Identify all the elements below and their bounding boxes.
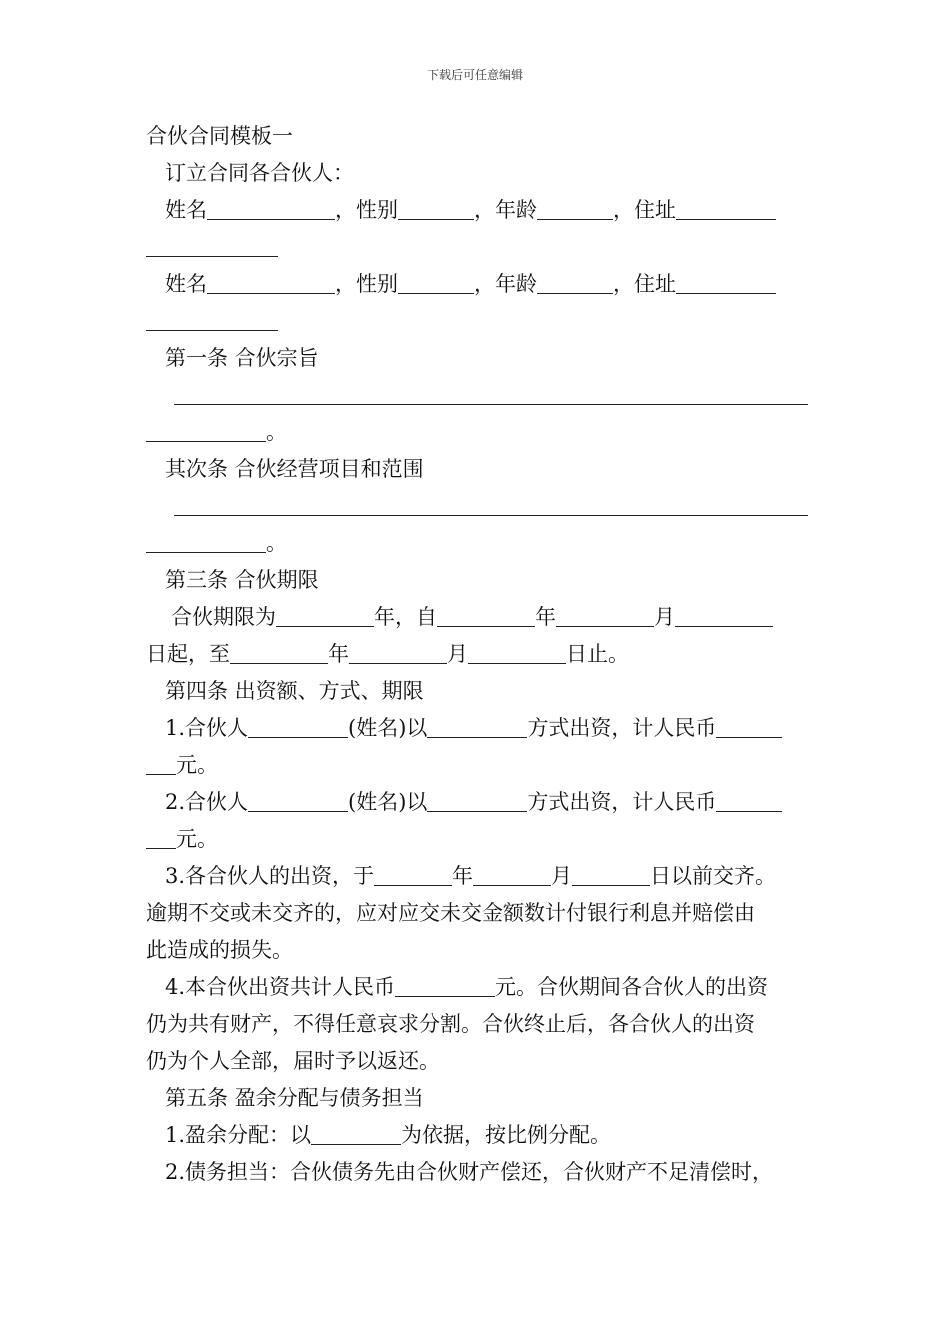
clause-label: 1.合伙人 (165, 716, 249, 740)
clause-5-1 (146, 1117, 808, 1154)
clause-4-2 (146, 784, 808, 821)
name-blank[interactable] (207, 271, 335, 294)
clause-4-3-line3: 此造成的损失。 (146, 938, 293, 962)
partners-intro: 订立合同各合伙人： (165, 161, 354, 185)
partner-line-2 (146, 266, 808, 303)
term-line-cont (146, 636, 808, 673)
age-blank[interactable] (537, 271, 613, 294)
article-1-blank-end[interactable] (146, 419, 266, 442)
gender-blank[interactable] (398, 197, 474, 220)
article-1-blank-cont (146, 414, 808, 451)
partner-name-blank[interactable] (248, 789, 348, 812)
clause-label: (姓名)以 (348, 716, 428, 740)
start-year-blank[interactable] (437, 604, 535, 627)
method-blank[interactable] (427, 715, 527, 738)
to-label: 日起，至 (146, 642, 230, 666)
month-label: 月 (654, 605, 675, 629)
clause-4-2-cont (146, 821, 808, 858)
clause-label: 为依据，按比例分配。 (401, 1123, 612, 1147)
clause-4-1 (146, 710, 808, 747)
gender-label: ，性别 (335, 272, 398, 296)
end-day-blank[interactable] (468, 641, 566, 664)
amount-blank-cont[interactable] (146, 752, 176, 775)
clause-label: 2.合伙人 (165, 790, 249, 814)
header-note: 下载后可任意编辑 (426, 68, 523, 82)
end-year-blank[interactable] (230, 641, 328, 664)
article-3-heading: 第三条 合伙期限 (165, 568, 319, 592)
end-month-blank[interactable] (349, 641, 447, 664)
clause-4-4 (146, 969, 808, 1006)
clause-label: 3.各合伙人的出资，于 (165, 864, 375, 888)
clause-label: (姓名)以 (348, 790, 428, 814)
age-blank[interactable] (537, 197, 613, 220)
name-label: 姓名 (165, 198, 207, 222)
year-label: 年 (328, 642, 349, 666)
address-label: ，住址 (613, 198, 676, 222)
age-label: ，年龄 (474, 198, 537, 222)
clause-label: 方式出资，计人民币 (527, 790, 717, 814)
partner-line-2-cont (146, 303, 808, 340)
term-years-blank[interactable] (276, 604, 374, 627)
period: 。 (266, 531, 287, 555)
clause-5-2: 2.债务担当：合伙债务先由合伙财产偿还，合伙财产不足清偿时， (165, 1160, 774, 1184)
start-day-blank[interactable] (675, 604, 773, 627)
clause-label: 元。合伙期间各合伙人的出资 (495, 975, 769, 999)
article-2-blank[interactable] (146, 488, 808, 525)
document-body (146, 118, 808, 1191)
period: 。 (266, 420, 287, 444)
article-1-blank[interactable] (146, 377, 808, 414)
month-label: 月 (551, 864, 573, 888)
article-2-heading: 其次条 合伙经营项目和范围 (165, 457, 424, 481)
term-label: 合伙期限为 (171, 605, 276, 629)
amount-blank[interactable] (716, 715, 782, 738)
gender-blank[interactable] (398, 271, 474, 294)
basis-blank[interactable] (311, 1122, 401, 1145)
clause-4-4-line2: 仍为共有财产，不得任意哀求分割。合伙终止后，各合伙人的出资 (146, 1012, 755, 1036)
clause-4-3 (146, 858, 808, 895)
clause-label: 日以前交齐。 (650, 864, 777, 888)
clause-4-3-line2: 逾期不交或未交齐的，应对应交未交金额数计付银行利息并赔偿由 (146, 901, 755, 925)
due-month-blank[interactable] (473, 863, 551, 886)
article-4-heading: 第四条 出资额、方式、期限 (165, 679, 424, 703)
term-line (146, 599, 808, 636)
month-label: 月 (447, 642, 468, 666)
method-blank[interactable] (427, 789, 527, 812)
clause-4-1-cont (146, 747, 808, 784)
partner-line-1 (146, 192, 808, 229)
address-blank[interactable] (676, 197, 776, 220)
term-from-label: 年，自 (374, 605, 437, 629)
clause-label: 1.盈余分配：以 (165, 1123, 312, 1147)
amount-blank[interactable] (716, 789, 782, 812)
yuan-label: 元。 (176, 753, 218, 777)
gender-label: ，性别 (335, 198, 398, 222)
address-label: ，住址 (613, 272, 676, 296)
article-2-blank-end[interactable] (146, 530, 266, 553)
article-1-heading: 第一条 合伙宗旨 (165, 346, 319, 370)
due-day-blank[interactable] (572, 863, 650, 886)
total-amount-blank[interactable] (395, 974, 495, 997)
document-title: 合伙合同模板一 (146, 124, 293, 148)
start-month-blank[interactable] (556, 604, 654, 627)
day-end-label: 日止。 (566, 642, 629, 666)
article-5-heading: 第五条 盈余分配与债务担当 (165, 1086, 424, 1110)
amount-blank-cont[interactable] (146, 826, 176, 849)
address-blank-cont[interactable] (146, 308, 278, 331)
partner-line-1-cont (146, 229, 808, 266)
address-blank-cont[interactable] (146, 234, 278, 257)
name-label: 姓名 (165, 272, 207, 296)
address-blank[interactable] (676, 271, 776, 294)
clause-label: 4.本合伙出资共计人民币 (165, 975, 396, 999)
name-blank[interactable] (207, 197, 335, 220)
partner-name-blank[interactable] (248, 715, 348, 738)
year-label: 年 (535, 605, 556, 629)
clause-4-4-line3: 仍为个人全部，届时予以返还。 (146, 1049, 440, 1073)
article-2-blank-cont (146, 525, 808, 562)
yuan-label: 元。 (176, 827, 218, 851)
clause-label: 方式出资，计人民币 (527, 716, 717, 740)
due-year-blank[interactable] (374, 863, 452, 886)
year-label: 年 (452, 864, 474, 888)
age-label: ，年龄 (474, 272, 537, 296)
